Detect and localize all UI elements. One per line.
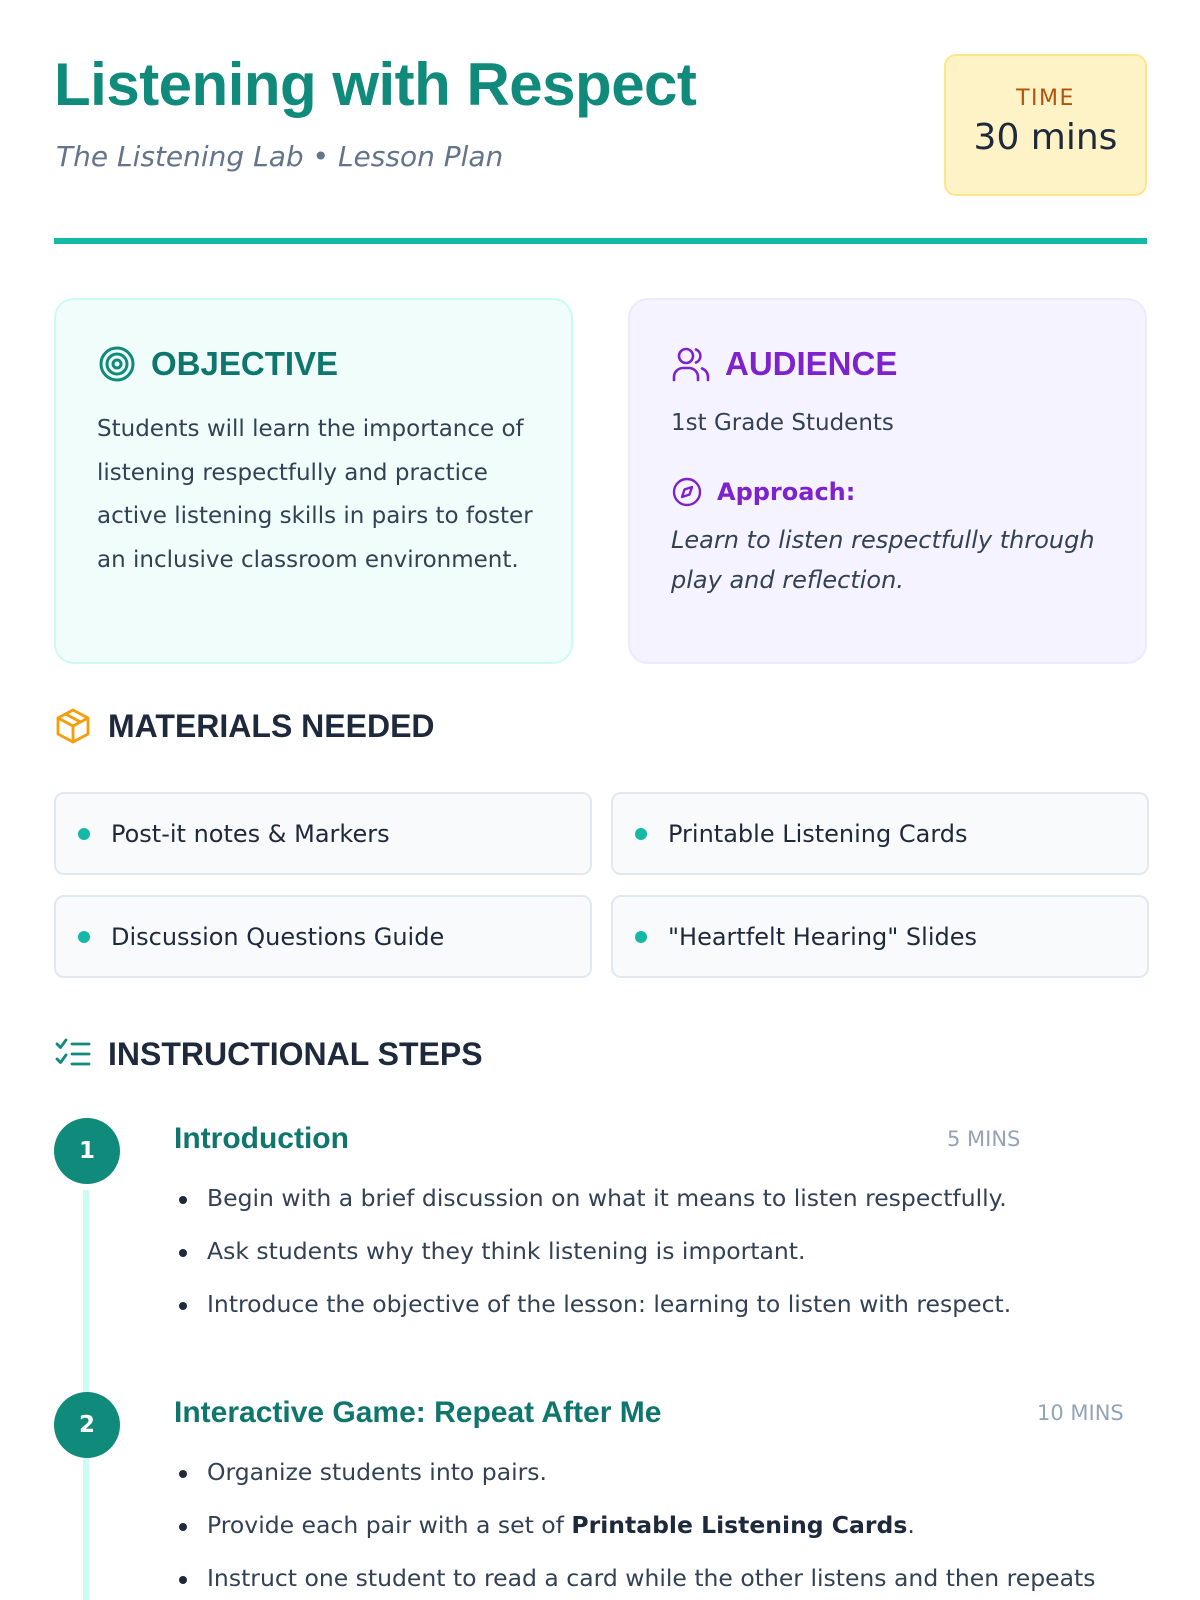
list-item: [174, 1552, 1095, 1600]
list-item-text: Begin with a brief discussion on what it means to listen respectfully.: [207, 1184, 1007, 1212]
list-item-text: .: [907, 1511, 915, 1539]
list-item: [174, 1278, 1011, 1331]
list-item: [174, 1499, 1095, 1552]
material-label: Printable Listening Cards: [668, 819, 968, 848]
materials-header: [54, 706, 435, 746]
list-item-text: Provide each pair with a set of: [207, 1511, 564, 1539]
material-item: [611, 895, 1149, 978]
approach-header: [671, 476, 855, 508]
bullet-dot: [179, 1523, 187, 1531]
list-item-text: Introduce the objective of the lesson: learning to listen with respect.: [207, 1290, 1012, 1318]
steps-header: [54, 1034, 483, 1074]
time-value: 30 mins: [973, 117, 1118, 158]
bullet-dot: [78, 828, 90, 840]
material-reference: Printable Listening Cards: [571, 1511, 908, 1539]
header-divider: [54, 238, 1147, 244]
audience-title: AUDIENCE: [725, 345, 898, 382]
list-item-text: Organize students into pairs.: [207, 1458, 548, 1486]
objective-card: [54, 298, 573, 664]
bullet-dot: [78, 931, 90, 943]
material-item: [54, 895, 592, 978]
step-number-badge: 2: [54, 1392, 120, 1458]
step-title: Interactive Game: Repeat After Me: [174, 1396, 662, 1429]
step-duration: 10 MINS: [1037, 1401, 1124, 1425]
objective-header: [97, 344, 338, 384]
material-item: [611, 792, 1149, 875]
step-title: Introduction: [174, 1122, 349, 1155]
audience-header: [671, 344, 897, 384]
approach-text: Learn to listen respectfully through play and reflection.: [671, 526, 1095, 594]
materials-title: MATERIALS NEEDED: [108, 707, 435, 744]
material-label: Discussion Questions Guide: [111, 922, 445, 951]
list-item-text: Instruct one student to read a card while the other listens and then repeats: [207, 1564, 1096, 1592]
approach-label: Approach:: [717, 478, 856, 506]
material-label: Post-it notes & Markers: [111, 819, 390, 848]
step-number-badge: 1: [54, 1118, 120, 1184]
compass-icon: [671, 476, 703, 508]
step-duration: 5 MINS: [947, 1127, 1021, 1151]
list-item: [174, 1172, 1011, 1225]
users-icon: [671, 344, 711, 384]
steps-title: INSTRUCTIONAL STEPS: [108, 1035, 483, 1072]
bullet-dot: [179, 1576, 187, 1584]
time-label: TIME: [1016, 86, 1075, 111]
bullet-dot: [179, 1249, 187, 1257]
step-bullet-list: [174, 1172, 1011, 1331]
bullet-dot: [635, 931, 647, 943]
audience-text: 1st Grade Students: [671, 410, 894, 436]
objective-text: Students will learn the importance of listening respectfully and practice active listening skills in pairs to foster an inclusive classroom environment.: [97, 416, 533, 573]
page-subtitle: The Listening Lab • Lesson Plan: [56, 140, 504, 173]
list-item: [174, 1446, 1095, 1499]
list-item-text: Ask students why they think listening is important.: [207, 1237, 806, 1265]
checklist-icon: [54, 1035, 92, 1073]
time-badge: [944, 54, 1147, 196]
target-icon: [97, 344, 137, 384]
bullet-dot: [179, 1196, 187, 1204]
bullet-dot: [635, 828, 647, 840]
bullet-dot: [179, 1470, 187, 1478]
material-item: [54, 792, 592, 875]
material-label: "Heartfelt Hearing" Slides: [668, 922, 977, 951]
audience-card: [628, 298, 1147, 664]
page-title: Listening with Respect: [54, 51, 697, 118]
list-item: [174, 1225, 1011, 1278]
package-icon: [54, 707, 92, 745]
objective-title: OBJECTIVE: [151, 345, 339, 382]
step-bullet-list: [174, 1446, 1095, 1600]
bullet-dot: [179, 1302, 187, 1310]
